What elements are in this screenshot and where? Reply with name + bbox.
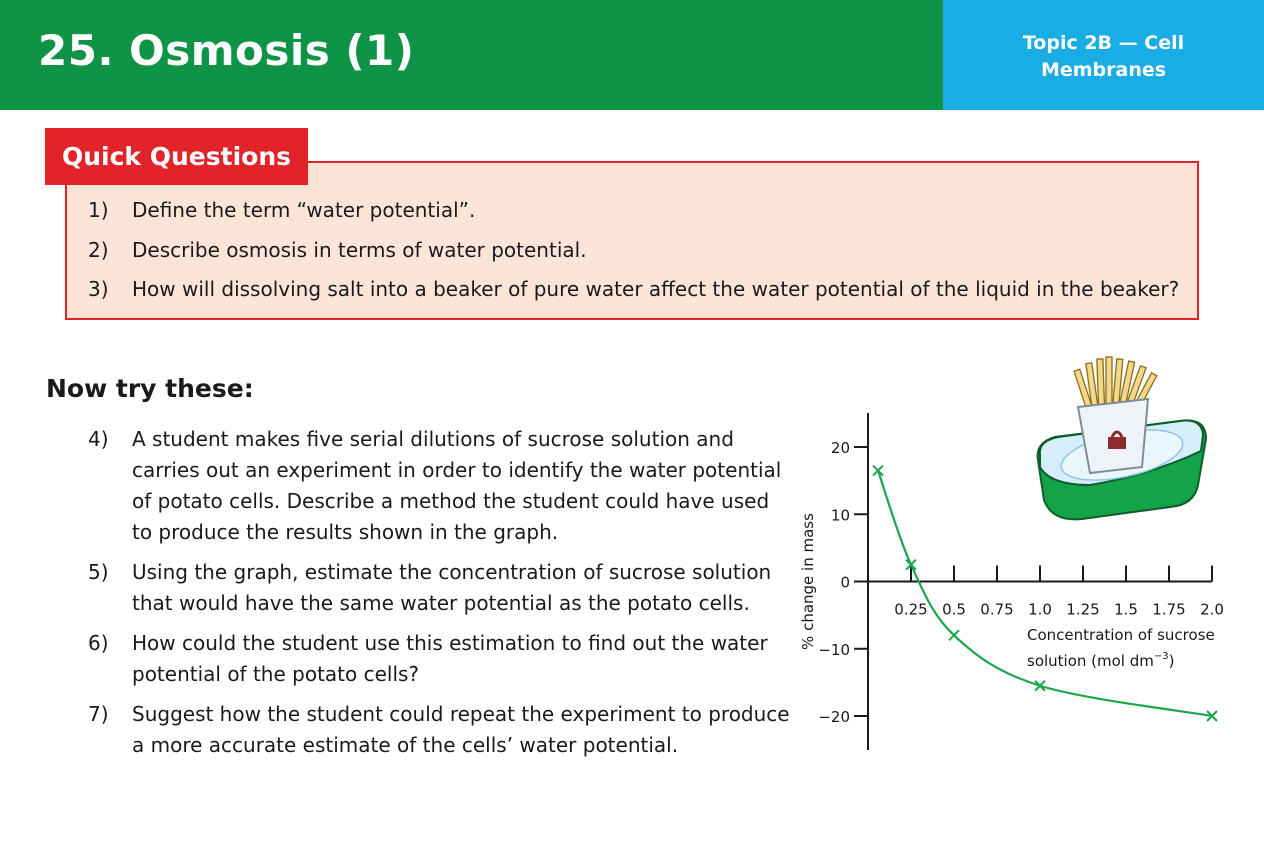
question-number: 1) bbox=[88, 198, 109, 222]
question-text: Using the graph, estimate the concentration of sucrose solution that would have the same water potential as the potato cells. bbox=[132, 560, 772, 615]
x-tick-label: 2.0 bbox=[1200, 600, 1224, 619]
header-bar bbox=[0, 0, 943, 110]
x-axis-label-unit: solution (mol dm bbox=[1027, 652, 1154, 670]
x-tick-label: 0.75 bbox=[980, 600, 1014, 619]
question-number: 4) bbox=[88, 427, 109, 451]
question-text: How will dissolving salt into a beaker of pure water affect the water potential of the liquid in the beaker? bbox=[132, 277, 1180, 301]
y-tick-label: 20 bbox=[830, 439, 850, 457]
x-axis-label-superscript: −3 bbox=[1153, 651, 1169, 662]
list-item bbox=[88, 424, 798, 548]
x-tick-label: 1.0 bbox=[1028, 600, 1052, 619]
topic-line-2: Membranes bbox=[1040, 59, 1167, 81]
question-number: 5) bbox=[88, 560, 109, 584]
list-item bbox=[88, 557, 798, 619]
list-item bbox=[88, 699, 798, 761]
y-axis-label: % change in mass bbox=[799, 513, 817, 650]
y-tick-label: −20 bbox=[818, 708, 850, 726]
series-line bbox=[878, 471, 1212, 716]
x-tick-label: 1.25 bbox=[1066, 600, 1100, 619]
data-point-marker bbox=[949, 630, 959, 640]
x-tick-label: 0.5 bbox=[942, 600, 966, 619]
question-number: 2) bbox=[88, 237, 109, 262]
list-item bbox=[88, 198, 1179, 238]
x-axis-label-line2 bbox=[1027, 651, 1175, 670]
list-item bbox=[88, 277, 1179, 317]
x-axis-label-line1: Concentration of sucrose bbox=[1027, 626, 1215, 644]
question-number: 6) bbox=[88, 631, 109, 655]
x-tick-label: 1.75 bbox=[1152, 600, 1186, 619]
now-try-title: Now try these: bbox=[46, 374, 254, 403]
list-item bbox=[88, 628, 798, 690]
question-text: Suggest how the student could repeat the experiment to produce a more accurate estimate of the cells’ water potential. bbox=[132, 702, 790, 757]
x-axis-label-close: ) bbox=[1168, 652, 1175, 670]
question-text: Define the term “water potential”. bbox=[132, 198, 476, 222]
question-number: 3) bbox=[88, 277, 109, 301]
page-title: 25. Osmosis (1) bbox=[38, 26, 415, 75]
list-item bbox=[88, 238, 1179, 278]
y-tick-label: −10 bbox=[818, 640, 850, 659]
quick-questions-list bbox=[88, 198, 1179, 317]
mass-change-chart bbox=[790, 405, 1250, 765]
y-tick-label: 10 bbox=[830, 506, 850, 525]
question-number: 7) bbox=[88, 702, 109, 726]
x-tick-label: 1.5 bbox=[1114, 600, 1138, 619]
question-text: A student makes five serial dilutions of sucrose solution and carries out an experiment in order to identify the water potential of potato cells. Describe a method the student could have used to produce the results shown in the graph. bbox=[132, 427, 782, 544]
data-point-marker bbox=[873, 466, 883, 476]
topic-line-1: Topic 2B — Cell bbox=[1022, 32, 1185, 54]
quick-questions-label: Quick Questions bbox=[45, 128, 308, 185]
x-tick-label: 0.25 bbox=[894, 600, 928, 619]
topic-tab bbox=[943, 0, 1264, 110]
question-text: Describe osmosis in terms of water potential. bbox=[132, 237, 587, 262]
now-try-list bbox=[88, 424, 798, 770]
y-tick-label: 0 bbox=[840, 573, 850, 592]
question-text: How could the student use this estimation to find out the water potential of the potato cells? bbox=[132, 631, 768, 686]
